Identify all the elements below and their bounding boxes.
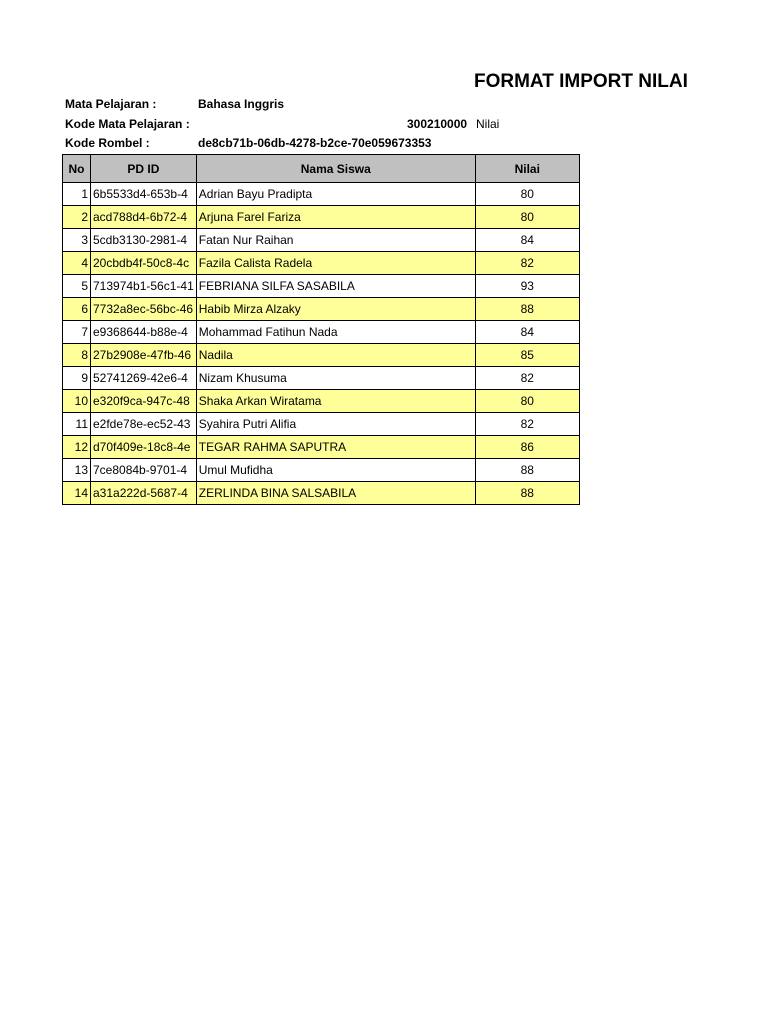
row-no[interactable]: 14 bbox=[63, 482, 91, 505]
row-nilai[interactable]: 80 bbox=[475, 206, 579, 229]
row-pd-id[interactable]: e2fde78e-ec52-43 bbox=[91, 413, 197, 436]
row-nama-siswa[interactable]: Shaka Arkan Wiratama bbox=[196, 390, 475, 413]
row-pd-id[interactable]: e320f9ca-947c-48 bbox=[91, 390, 197, 413]
row-nama-siswa[interactable]: Umul Mufidha bbox=[196, 459, 475, 482]
row-nama-siswa[interactable]: Adrian Bayu Pradipta bbox=[196, 183, 475, 206]
table-row[interactable] bbox=[63, 482, 580, 505]
row-nilai[interactable]: 93 bbox=[475, 275, 579, 298]
row-nilai[interactable]: 88 bbox=[475, 459, 579, 482]
row-no[interactable]: 7 bbox=[63, 321, 91, 344]
row-nilai[interactable]: 82 bbox=[475, 413, 579, 436]
row-nilai[interactable]: 88 bbox=[475, 298, 579, 321]
subject-value: Bahasa Inggris bbox=[198, 97, 285, 111]
row-no[interactable]: 5 bbox=[63, 275, 91, 298]
row-no[interactable]: 4 bbox=[63, 252, 91, 275]
row-no[interactable]: 11 bbox=[63, 413, 91, 436]
row-pd-id[interactable]: acd788d4-6b72-4 bbox=[91, 206, 197, 229]
row-pd-id[interactable]: e9368644-b88e-4 bbox=[91, 321, 197, 344]
row-no[interactable]: 13 bbox=[63, 459, 91, 482]
row-pd-id[interactable]: 713974b1-56c1-41 bbox=[91, 275, 197, 298]
row-pd-id[interactable]: 6b5533d4-653b-4 bbox=[91, 183, 197, 206]
table-header-row bbox=[63, 155, 580, 183]
row-no[interactable]: 10 bbox=[63, 390, 91, 413]
row-nilai[interactable]: 84 bbox=[475, 229, 579, 252]
row-nilai[interactable]: 85 bbox=[475, 344, 579, 367]
row-no[interactable]: 9 bbox=[63, 367, 91, 390]
row-pd-id[interactable]: 27b2908e-47fb-46 bbox=[91, 344, 197, 367]
table-row[interactable] bbox=[63, 275, 580, 298]
row-no[interactable]: 6 bbox=[63, 298, 91, 321]
table-row[interactable] bbox=[63, 298, 580, 321]
row-nilai[interactable]: 82 bbox=[475, 252, 579, 275]
row-pd-id[interactable]: 7ce8084b-9701-4 bbox=[91, 459, 197, 482]
row-nama-siswa[interactable]: Syahira Putri Alifia bbox=[196, 413, 475, 436]
row-nilai[interactable]: 80 bbox=[475, 390, 579, 413]
row-no[interactable]: 1 bbox=[63, 183, 91, 206]
page-title: FORMAT IMPORT NILAI bbox=[474, 71, 688, 92]
row-no[interactable]: 12 bbox=[63, 436, 91, 459]
row-nama-siswa[interactable]: ZERLINDA BINA SALSABILA bbox=[196, 482, 475, 505]
row-nilai[interactable]: 84 bbox=[475, 321, 579, 344]
subject-code-label: Kode Mata Pelajaran : bbox=[65, 117, 190, 131]
table-row[interactable] bbox=[63, 229, 580, 252]
table-row[interactable] bbox=[63, 436, 580, 459]
row-nilai[interactable]: 82 bbox=[475, 367, 579, 390]
table-row[interactable] bbox=[63, 206, 580, 229]
grades-table bbox=[62, 154, 580, 505]
row-nilai[interactable]: 86 bbox=[475, 436, 579, 459]
subject-code-value: 300210000 bbox=[407, 117, 468, 131]
row-no[interactable]: 8 bbox=[63, 344, 91, 367]
row-pd-id[interactable]: 7732a8ec-56bc-46 bbox=[91, 298, 197, 321]
row-pd-id[interactable]: a31a222d-5687-4 bbox=[91, 482, 197, 505]
table-row[interactable] bbox=[63, 459, 580, 482]
row-nama-siswa[interactable]: Fazila Calista Radela bbox=[196, 252, 475, 275]
row-nama-siswa[interactable]: FEBRIANA SILFA SASABILA bbox=[196, 275, 475, 298]
row-no[interactable]: 2 bbox=[63, 206, 91, 229]
table-row[interactable] bbox=[63, 252, 580, 275]
subject-code-suffix: Nilai bbox=[476, 117, 500, 131]
header-nilai: Nilai bbox=[475, 155, 579, 183]
row-pd-id[interactable]: 5cdb3130-2981-4 bbox=[91, 229, 197, 252]
rombel-value: de8cb71b-06db-4278-b2ce-70e059673353 bbox=[198, 136, 432, 150]
subject-label: Mata Pelajaran : bbox=[65, 97, 157, 111]
row-nama-siswa[interactable]: Fatan Nur Raihan bbox=[196, 229, 475, 252]
row-nama-siswa[interactable]: TEGAR RAHMA SAPUTRA bbox=[196, 436, 475, 459]
row-nama-siswa[interactable]: Nizam Khusuma bbox=[196, 367, 475, 390]
header-pd-id: PD ID bbox=[91, 155, 197, 183]
header-no: No bbox=[63, 155, 91, 183]
table-row[interactable] bbox=[63, 344, 580, 367]
row-nilai[interactable]: 88 bbox=[475, 482, 579, 505]
row-nama-siswa[interactable]: Habib Mirza Alzaky bbox=[196, 298, 475, 321]
rombel-label: Kode Rombel : bbox=[65, 136, 150, 150]
row-nilai[interactable]: 80 bbox=[475, 183, 579, 206]
row-nama-siswa[interactable]: Mohammad Fatihun Nada bbox=[196, 321, 475, 344]
row-pd-id[interactable]: 52741269-42e6-4 bbox=[91, 367, 197, 390]
table-row[interactable] bbox=[63, 367, 580, 390]
table-row[interactable] bbox=[63, 183, 580, 206]
header-nama-siswa: Nama Siswa bbox=[196, 155, 475, 183]
row-nama-siswa[interactable]: Arjuna Farel Fariza bbox=[196, 206, 475, 229]
row-nama-siswa[interactable]: Nadila bbox=[196, 344, 475, 367]
row-pd-id[interactable]: d70f409e-18c8-4e bbox=[91, 436, 197, 459]
table-row[interactable] bbox=[63, 413, 580, 436]
table-row[interactable] bbox=[63, 390, 580, 413]
row-pd-id[interactable]: 20cbdb4f-50c8-4c bbox=[91, 252, 197, 275]
row-no[interactable]: 3 bbox=[63, 229, 91, 252]
table-row[interactable] bbox=[63, 321, 580, 344]
